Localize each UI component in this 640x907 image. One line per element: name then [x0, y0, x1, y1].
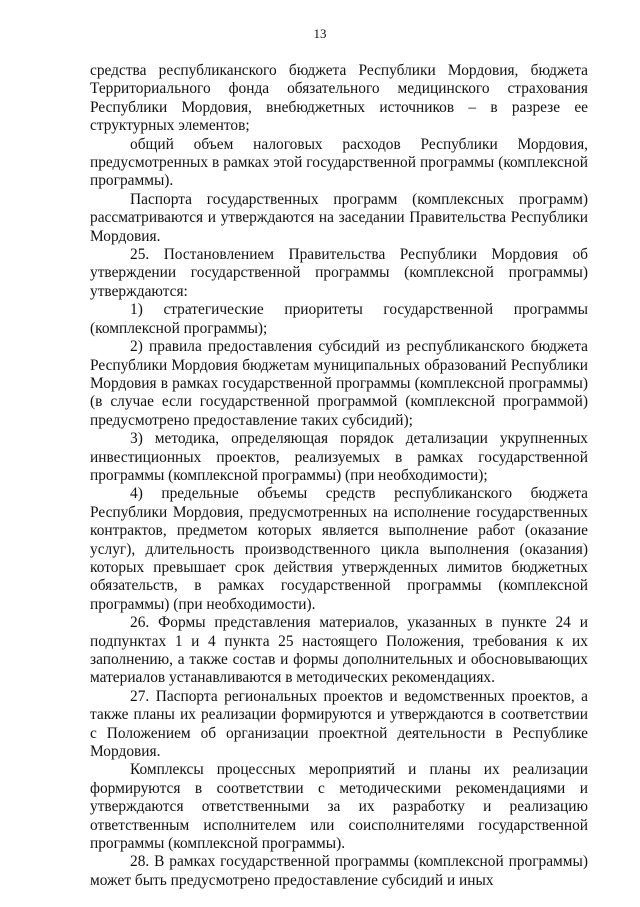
paragraph: Паспорта государственных программ (комплексных программ) рассматриваются и утверждаются на заседании Правительства Республики Мордовия. — [90, 190, 588, 245]
document-body — [90, 62, 588, 890]
paragraph: 25. Постановлением Правительства Республики Мордовия об утверждении государственной программы (комплексной программы) утверждаются: — [90, 246, 588, 300]
paragraph: общий объем налоговых расходов Республики Мордовия, предусмотренных в рамках этой государственной программы (комплексной программы). — [90, 135, 588, 190]
paragraph: 2) правила предоставления субсидий из республиканского бюджета Республики Мордовия бюджетам муниципальных образований Республики Мордовия в рамках государственной программы (комплексной программы) (в случае если государственной программой (комплексной программой) предусмотрено предоставление таких субсидий); — [90, 338, 588, 429]
paragraph: 26. Формы представления материалов, указанных в пункте 24 и подпунктах 1 и 4 пункта 25 настоящего Положения, требования к их заполнению, а также состав и формы дополнительных и обосновывающих материалов устанавливаются в методических рекомендациях. — [90, 614, 588, 687]
paragraph: 4) предельные объемы средств республиканского бюджета Республики Мордовия, предусмотренных на исполнение государственных контрактов, предметом которых является выполнение работ (оказание услуг), длительность производственного цикла выполнения (оказания) которых превышает срок действия утвержденных лимитов бюджетных обязательств, в рамках государственной программы (комплексной программы) (при необходимости). — [90, 485, 588, 613]
paragraph: Комплексы процессных мероприятий и планы их реализации формируются в соответствии с методическими рекомендациями и утверждаются ответственными за их разработку и реализацию ответственным исполнителем или соисполнителями государственной программы (комплексной программы). — [90, 761, 588, 853]
paragraph: 3) методика, определяющая порядок детализации укрупненных инвестиционных проектов, реализуемых в рамках государственной программы (комплексной программы) (при необходимости); — [90, 430, 588, 484]
paragraph: 1) стратегические приоритеты государственной программы (комплексной программы); — [90, 301, 588, 337]
page-number: 13 — [313, 26, 327, 41]
paragraph: 27. Паспорта региональных проектов и ведомственных проектов, а также планы их реализации формируются и утверждаются в соответствии с Положением об организации проектной деятельности в Республике Мордовия. — [90, 687, 588, 761]
paragraph: средства республиканского бюджета Республики Мордовия, бюджета Территориального фонда обязательного медицинского страхования Республики Мордовия, внебюджетных источников – в разрезе ее структурных элементов; — [90, 62, 588, 135]
paragraph: 28. В рамках государственной программы (комплексной программы) может быть предусмотрено предоставление субсидий и иных — [90, 853, 588, 889]
